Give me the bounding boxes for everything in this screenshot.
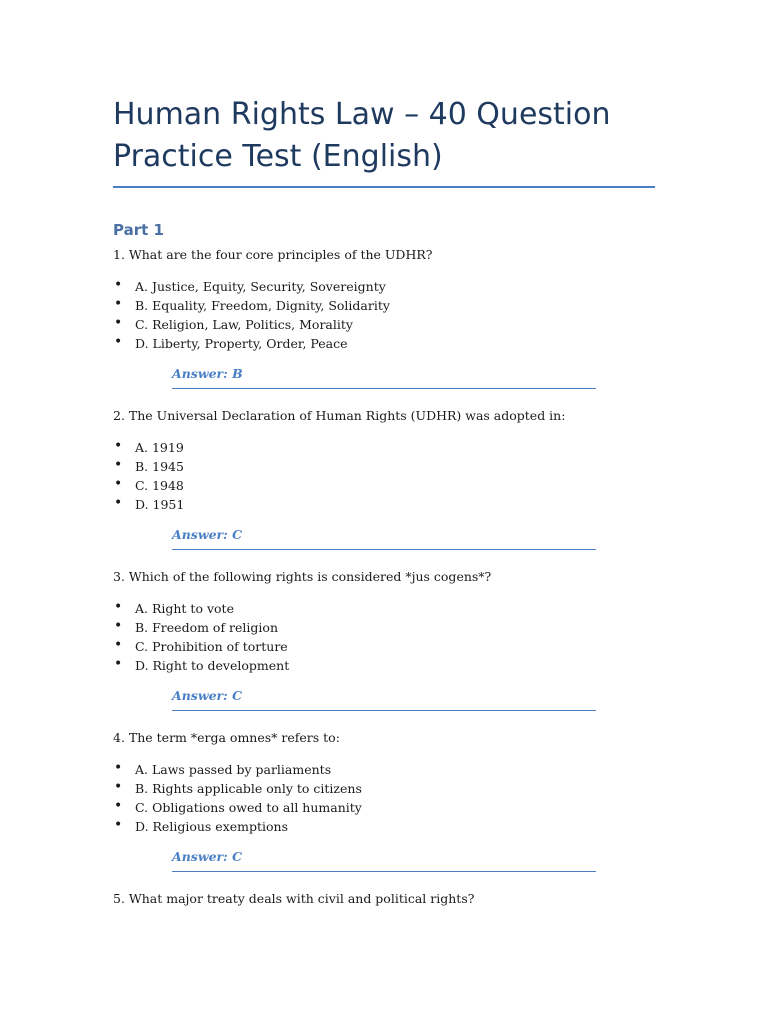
option-item <box>113 798 655 817</box>
option-list <box>113 277 655 353</box>
option-item <box>113 334 655 353</box>
bullet-icon: • <box>114 315 123 331</box>
option-label: B. Freedom of religion <box>135 620 278 635</box>
option-label: D. Religious exemptions <box>135 819 289 834</box>
document-title: Human Rights Law – 40 Question Practice Test (English) <box>113 94 655 188</box>
answer-line: Answer: C <box>172 687 596 711</box>
answer-line: Answer: C <box>172 526 596 550</box>
bullet-icon: • <box>114 457 123 473</box>
answer-line: Answer: B <box>172 365 596 389</box>
question-text: 4. The term *erga omnes* refers to: <box>113 730 340 745</box>
answer-line: Answer: C <box>172 848 596 872</box>
option-label: D. 1951 <box>135 497 185 512</box>
option-item <box>113 438 655 457</box>
bullet-icon: • <box>114 438 123 454</box>
bullet-icon: • <box>114 798 123 814</box>
option-item <box>113 277 655 296</box>
option-label: C. Religion, Law, Politics, Morality <box>135 317 353 332</box>
option-item <box>113 476 655 495</box>
option-label: D. Liberty, Property, Order, Peace <box>135 336 348 351</box>
question-2 <box>113 407 655 550</box>
bullet-icon: • <box>114 334 123 350</box>
option-label: C. Prohibition of torture <box>135 639 288 654</box>
question-text: 3. Which of the following rights is considered *jus cogens*? <box>113 569 492 584</box>
option-label: A. Justice, Equity, Security, Sovereignty <box>135 279 386 294</box>
question-5 <box>113 890 655 908</box>
bullet-icon: • <box>114 656 123 672</box>
question-text: 2. The Universal Declaration of Human Rights (UDHR) was adopted in: <box>113 408 566 423</box>
bullet-icon: • <box>114 599 123 615</box>
document-page <box>113 94 655 908</box>
option-item <box>113 656 655 675</box>
option-item <box>113 296 655 315</box>
option-label: C. Obligations owed to all humanity <box>135 800 362 815</box>
bullet-icon: • <box>114 618 123 634</box>
option-item <box>113 817 655 836</box>
option-list <box>113 438 655 514</box>
option-item <box>113 599 655 618</box>
option-item <box>113 457 655 476</box>
option-label: D. Right to development <box>135 658 290 673</box>
option-label: B. Rights applicable only to citizens <box>135 781 362 796</box>
bullet-icon: • <box>114 779 123 795</box>
option-item <box>113 495 655 514</box>
bullet-icon: • <box>114 296 123 312</box>
question-text: 1. What are the four core principles of the UDHR? <box>113 247 433 262</box>
bullet-icon: • <box>114 476 123 492</box>
option-item <box>113 618 655 637</box>
question-3 <box>113 568 655 711</box>
option-label: A. 1919 <box>135 440 184 455</box>
bullet-icon: • <box>114 817 123 833</box>
question-text: 5. What major treaty deals with civil and political rights? <box>113 891 475 906</box>
bullet-icon: • <box>114 277 123 293</box>
option-label: A. Laws passed by parliaments <box>135 762 332 777</box>
bullet-icon: • <box>114 495 123 511</box>
option-label: A. Right to vote <box>135 601 234 616</box>
question-4 <box>113 729 655 872</box>
option-label: B. Equality, Freedom, Dignity, Solidarity <box>135 298 390 313</box>
option-label: C. 1948 <box>135 478 184 493</box>
bullet-icon: • <box>114 760 123 776</box>
option-list <box>113 599 655 675</box>
option-item <box>113 779 655 798</box>
bullet-icon: • <box>114 637 123 653</box>
option-item <box>113 760 655 779</box>
option-list <box>113 760 655 836</box>
option-item <box>113 637 655 656</box>
part-heading: Part 1 <box>113 221 164 239</box>
option-item <box>113 315 655 334</box>
option-label: B. 1945 <box>135 459 184 474</box>
question-1 <box>113 246 655 389</box>
